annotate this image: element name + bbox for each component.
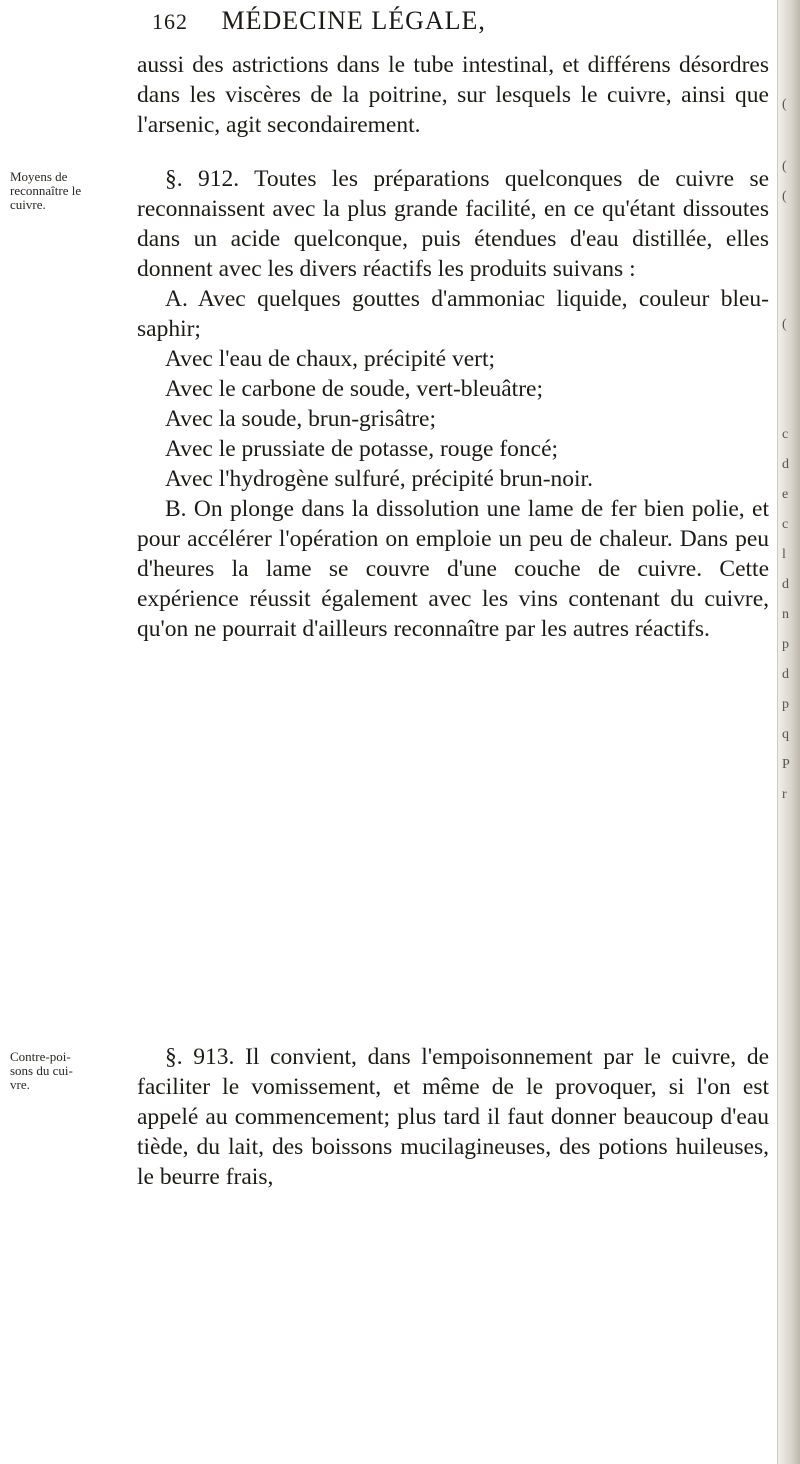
edge-char: r: [782, 787, 787, 802]
edge-char: (: [782, 159, 787, 174]
edge-char: P: [782, 757, 790, 772]
reaction-item: Avec le prussiate de potasse, rouge foncé;: [165, 436, 559, 462]
margin-note-line: vre.: [10, 1077, 30, 1092]
continuation-paragraph: [137, 50, 769, 140]
margin-note-line: Contre-poi-: [10, 1049, 71, 1064]
edge-char: q: [782, 727, 789, 742]
reaction-item: Avec le carbone de soude, vert-bleuâtre;: [165, 376, 543, 402]
margin-note-912: [10, 170, 128, 212]
reaction-item: Avec la soude, brun-grisâtre;: [165, 406, 437, 432]
margin-note-line: Moyens de: [10, 169, 68, 184]
margin-note-line: sons du cui-: [10, 1063, 73, 1078]
edge-char: e: [782, 487, 789, 502]
reaction-item: Avec l'eau de chaux, précipité vert;: [165, 346, 496, 372]
section-intro-text: Il convient, dans l'empoisonnement par le cuivre, de faciliter le vomissement, et même de le provoquer, si l'on est appelé au commencement; plus tard il faut donner beaucoup d'eau tiède, du lait, des boissons mucilagineuses, des potions huileuses, le beurre frais,: [137, 1044, 770, 1190]
continuation-text: aussi des astrictions dans le tube intestinal, et différens désordres dans les viscères de la poitrine, sur lesquels le cuivre, ainsi que l'arsenic, agit secondairement.: [137, 52, 769, 138]
edge-char: d: [782, 457, 789, 472]
margin-note-913: [10, 1050, 128, 1092]
reaction-item: Avec l'hydrogène sulfuré, précipité brun-noir.: [165, 466, 593, 492]
section-intro-text: Toutes les préparations quelconques de cuivre se reconnaissent avec la plus grande facilité, en ce qu'étant dissoutes dans un acide quelconque, puis étendues d'eau distillée, elles donnent avec les divers réactifs les produits suivans :: [137, 166, 770, 282]
edge-char: d: [782, 577, 789, 592]
paragraph-b: B. On plonge dans la dissolution une lame de fer bien polie, et pour accélérer l'opération on emploie un peu de chaleur. Dans peu d'heures la lame se couvre d'une couche de cuivre. Cette expérience réussit également avec les vins contenant du cuivre, qu'on ne pourrait d'ailleurs reconnaître par les autres réactifs.: [137, 496, 769, 642]
running-title: MÉDECINE LÉGALE,: [221, 6, 486, 35]
margin-note-line: reconnaître le: [10, 183, 82, 198]
edge-char: l: [782, 547, 786, 562]
section-number: §. 913.: [165, 1044, 235, 1070]
edge-char: p: [782, 697, 789, 712]
edge-char: c: [782, 517, 789, 532]
edge-char: (: [782, 97, 787, 112]
edge-char: p: [782, 637, 789, 652]
edge-char: (: [782, 317, 787, 332]
section-913-intro: [137, 1042, 769, 1192]
section-number: §. 912.: [165, 166, 240, 192]
margin-note-line: cuivre.: [10, 197, 46, 212]
running-head: [152, 6, 712, 36]
section-913: [137, 1042, 769, 1192]
adjacent-page-edge: [777, 0, 800, 1464]
edge-char: c: [782, 427, 789, 442]
edge-char: d: [782, 667, 789, 682]
page-number: 162: [152, 9, 188, 34]
edge-char: n: [782, 607, 789, 622]
edge-char: (: [782, 189, 787, 204]
reaction-item: A. Avec quelques gouttes d'ammoniac liquide, couleur bleu-saphir;: [137, 286, 769, 342]
section-912-intro: [137, 164, 769, 284]
section-912: [137, 164, 769, 644]
